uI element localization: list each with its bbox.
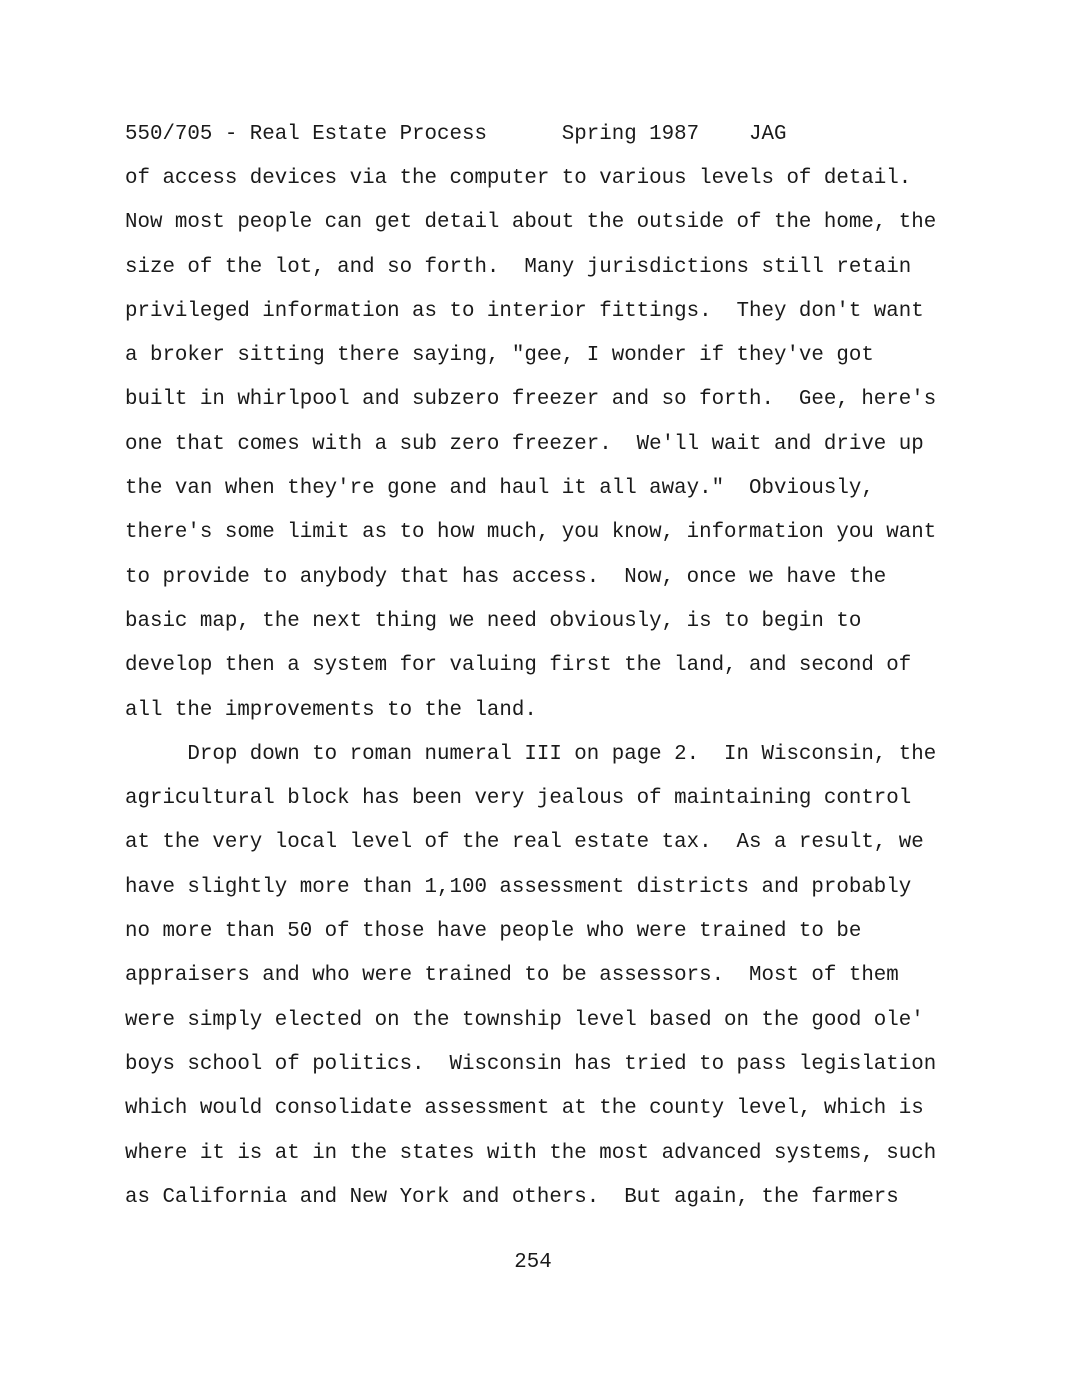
text-line: no more than 50 of those have people who were trained to be: [125, 920, 862, 944]
text-line: have slightly more than 1,100 assessment districts and probably: [125, 875, 912, 899]
text-line: boys school of politics. Wisconsin has tried to pass legislation: [125, 1052, 937, 1076]
text-line: one that comes with a sub zero freezer. We'll wait and drive up: [125, 432, 924, 456]
text-line: Drop down to roman numeral III on page 2. In Wisconsin, the: [125, 742, 937, 766]
text-line: all the improvements to the land.: [125, 698, 537, 722]
text-line: Now most people can get detail about the outside of the home, the: [125, 211, 937, 235]
text-line: the van when they're gone and haul it all away." Obviously,: [125, 477, 874, 501]
text-line: privileged information as to interior fittings. They don't want: [125, 299, 924, 323]
text-line: there's some limit as to how much, you know, information you want: [125, 521, 937, 545]
text-line: agricultural block has been very jealous of maintaining control: [125, 787, 912, 811]
text-line: built in whirlpool and subzero freezer and so forth. Gee, here's: [125, 388, 937, 412]
text-line: at the very local level of the real estate tax. As a result, we: [125, 831, 924, 855]
body-text: [125, 166, 955, 1229]
page-number: 254: [514, 1251, 552, 1274]
text-line: appraisers and who were trained to be assessors. Most of them: [125, 964, 899, 988]
text-line: as California and New York and others. But again, the farmers: [125, 1185, 899, 1209]
text-line: size of the lot, and so forth. Many jurisdictions still retain: [125, 255, 912, 279]
text-line: which would consolidate assessment at the county level, which is: [125, 1097, 924, 1121]
text-line: were simply elected on the township level based on the good ole': [125, 1008, 924, 1032]
text-line: of access devices via the computer to various levels of detail.: [125, 167, 912, 190]
text-line: basic map, the next thing we need obviously, is to begin to: [125, 609, 862, 633]
text-line: where it is at in the states with the most advanced systems, such: [125, 1141, 937, 1165]
text-line: a broker sitting there saying, "gee, I wonder if they've got: [125, 344, 874, 368]
running-header: 550/705 - Real Estate Process Spring 1987 JAG: [125, 123, 787, 146]
text-line: develop then a system for valuing first the land, and second of: [125, 654, 912, 678]
text-line: to provide to anybody that has access. Now, once we have the: [125, 565, 887, 589]
